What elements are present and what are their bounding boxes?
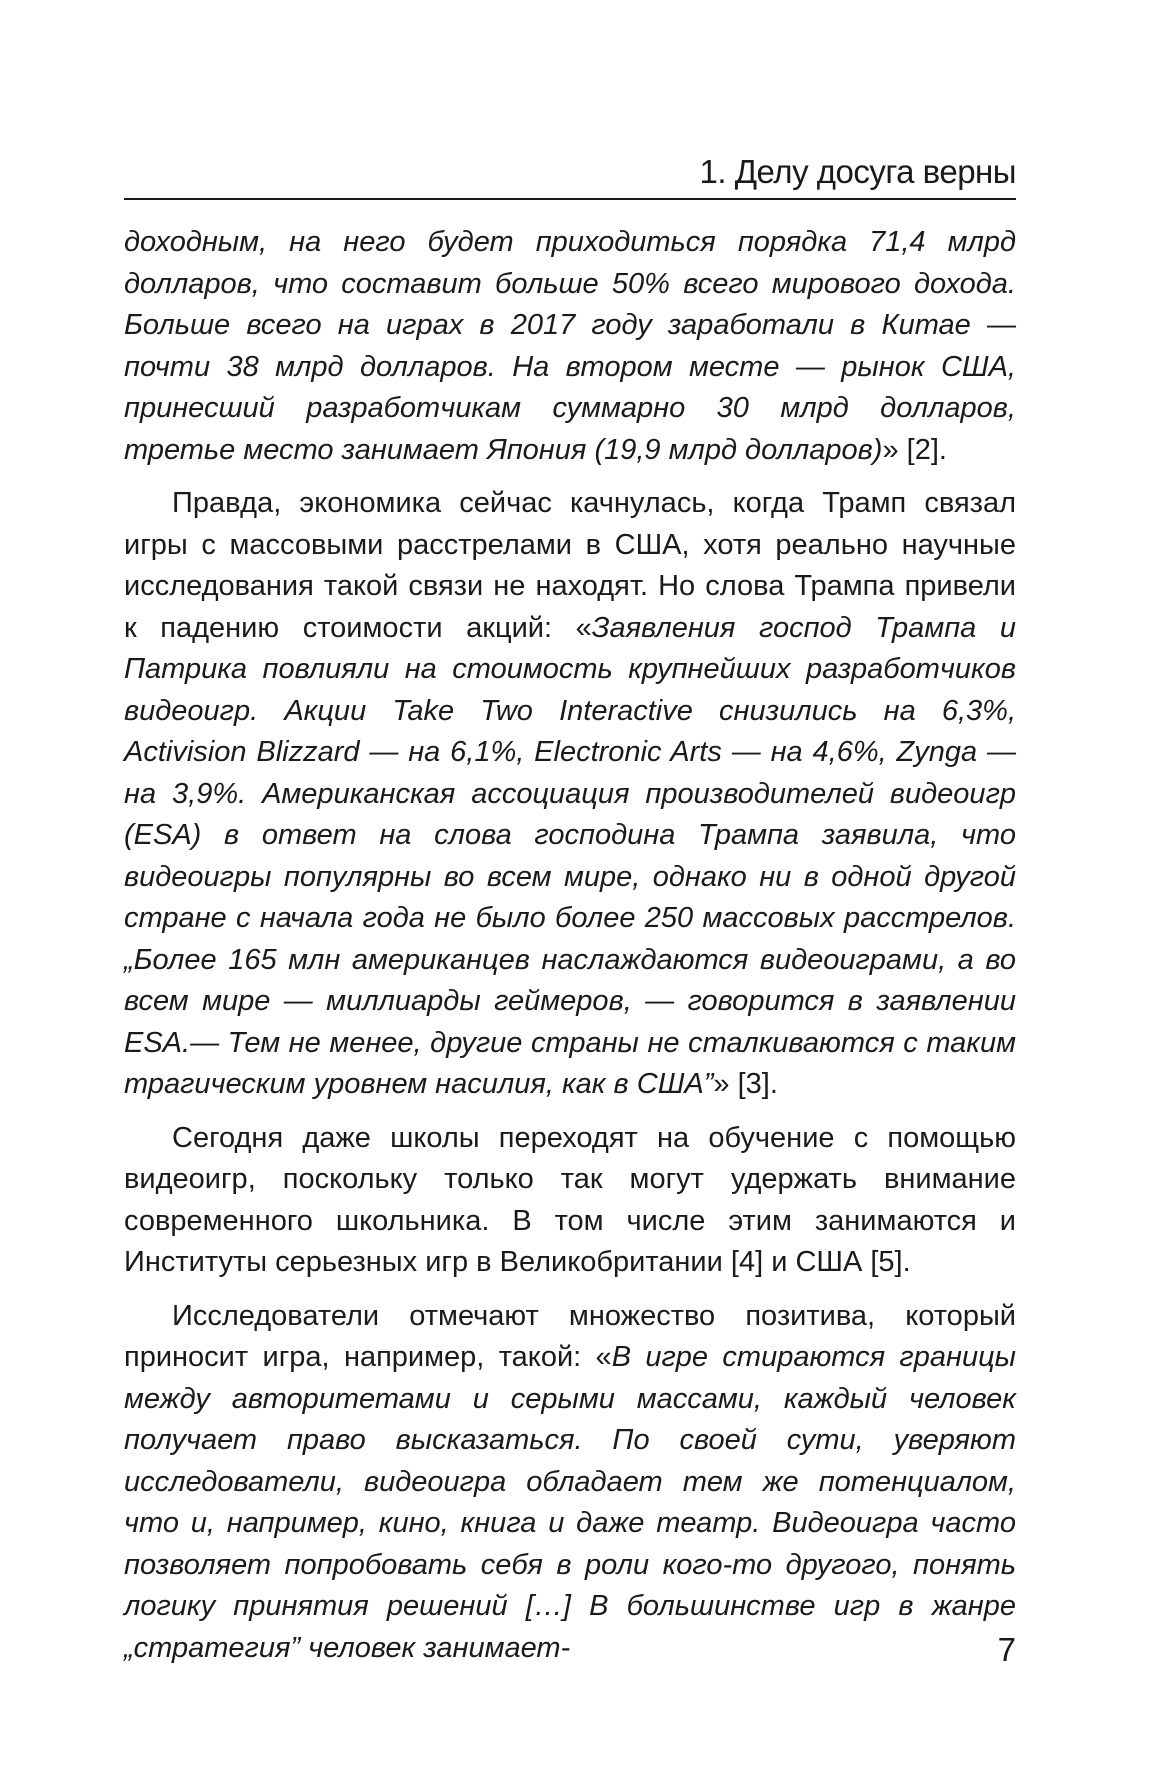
quote-italic: Заявления господ Трампа и Патрика повлияли на стоимость крупнейших разработчиков видеоигр. Акции Take Two Interactive снизились на 6,3%, Activision Blizzard — на 6,1%, Electronic Arts — на 4,6%, Zynga — на 3,9%. Американская ассоциация производителей видеоигр (ESA) в ответ на слова господина Трампа заявила, что видеоигры популярны во всем мире, однако ни в одной другой стране с начала года не было более 250 массовых расстрелов. „Более 165 млн американцев наслаждаются видеоиграми, а во всем мире — миллиарды геймеров, — говорится в заявлении ESA.— Тем не менее, другие страны не сталкиваются с таким трагическим уровнем насилия, как в США” (124, 611, 1017, 1100)
page-number: 7 (997, 1631, 1016, 1668)
paragraph-lead: Правда, экономика сейчас качнулась, когда Трамп связал игры с массовыми расстрелами в США, хотя реально научные исследования такой связи не находят. Но слова Трампа привели к падению стоимости акций: « (124, 487, 1016, 644)
quote-italic: В игре стираются границы между авторитетами и серыми массами, каждый человек получает право высказаться. По своей сути, уверяют исследователи, видеоигра обладает тем же потенциалом, что и, например, кино, книга и даже театр. Видеоигра часто позволяет попробовать себя в роли кого-то другого, понять логику принятия решений […] В большинстве игр в жанре „стратегия” человек занимает- (124, 1341, 1016, 1664)
paragraph-lead: Исследователи отмечают множество позитива, который приносит игра, например, такой: « (124, 1299, 1016, 1373)
header-rule (124, 198, 1016, 200)
paragraph-2 (124, 483, 1016, 1106)
paragraph-1 (124, 222, 1016, 471)
citation: » [2]. (882, 433, 947, 466)
paragraph-4 (124, 1296, 1016, 1670)
citation: » [3]. (713, 1068, 778, 1100)
running-head: 1. Делу досуга верны (699, 153, 1016, 190)
paragraph-3: Сегодня даже школы переходят на обучение с помощью видеоигр, поскольку только так могут удержать внимание современного школьника. В том числе этим занимаются и Институты серьезных игр в Великобритании [4] и США [5]. (124, 1121, 1016, 1278)
quote-italic: доходным, на него будет приходиться порядка 71,4 млрд долларов, что составит больше 50% всего мирового дохода. Больше всего на играх в 2017 году заработали в Китае — почти 38 млрд долларов. На втором месте — рынок США, принесший разработчикам суммарно 30 млрд долларов, третье место занимает Япония (19,9 млрд долларов) (124, 226, 1016, 466)
body-text (124, 222, 1016, 1681)
